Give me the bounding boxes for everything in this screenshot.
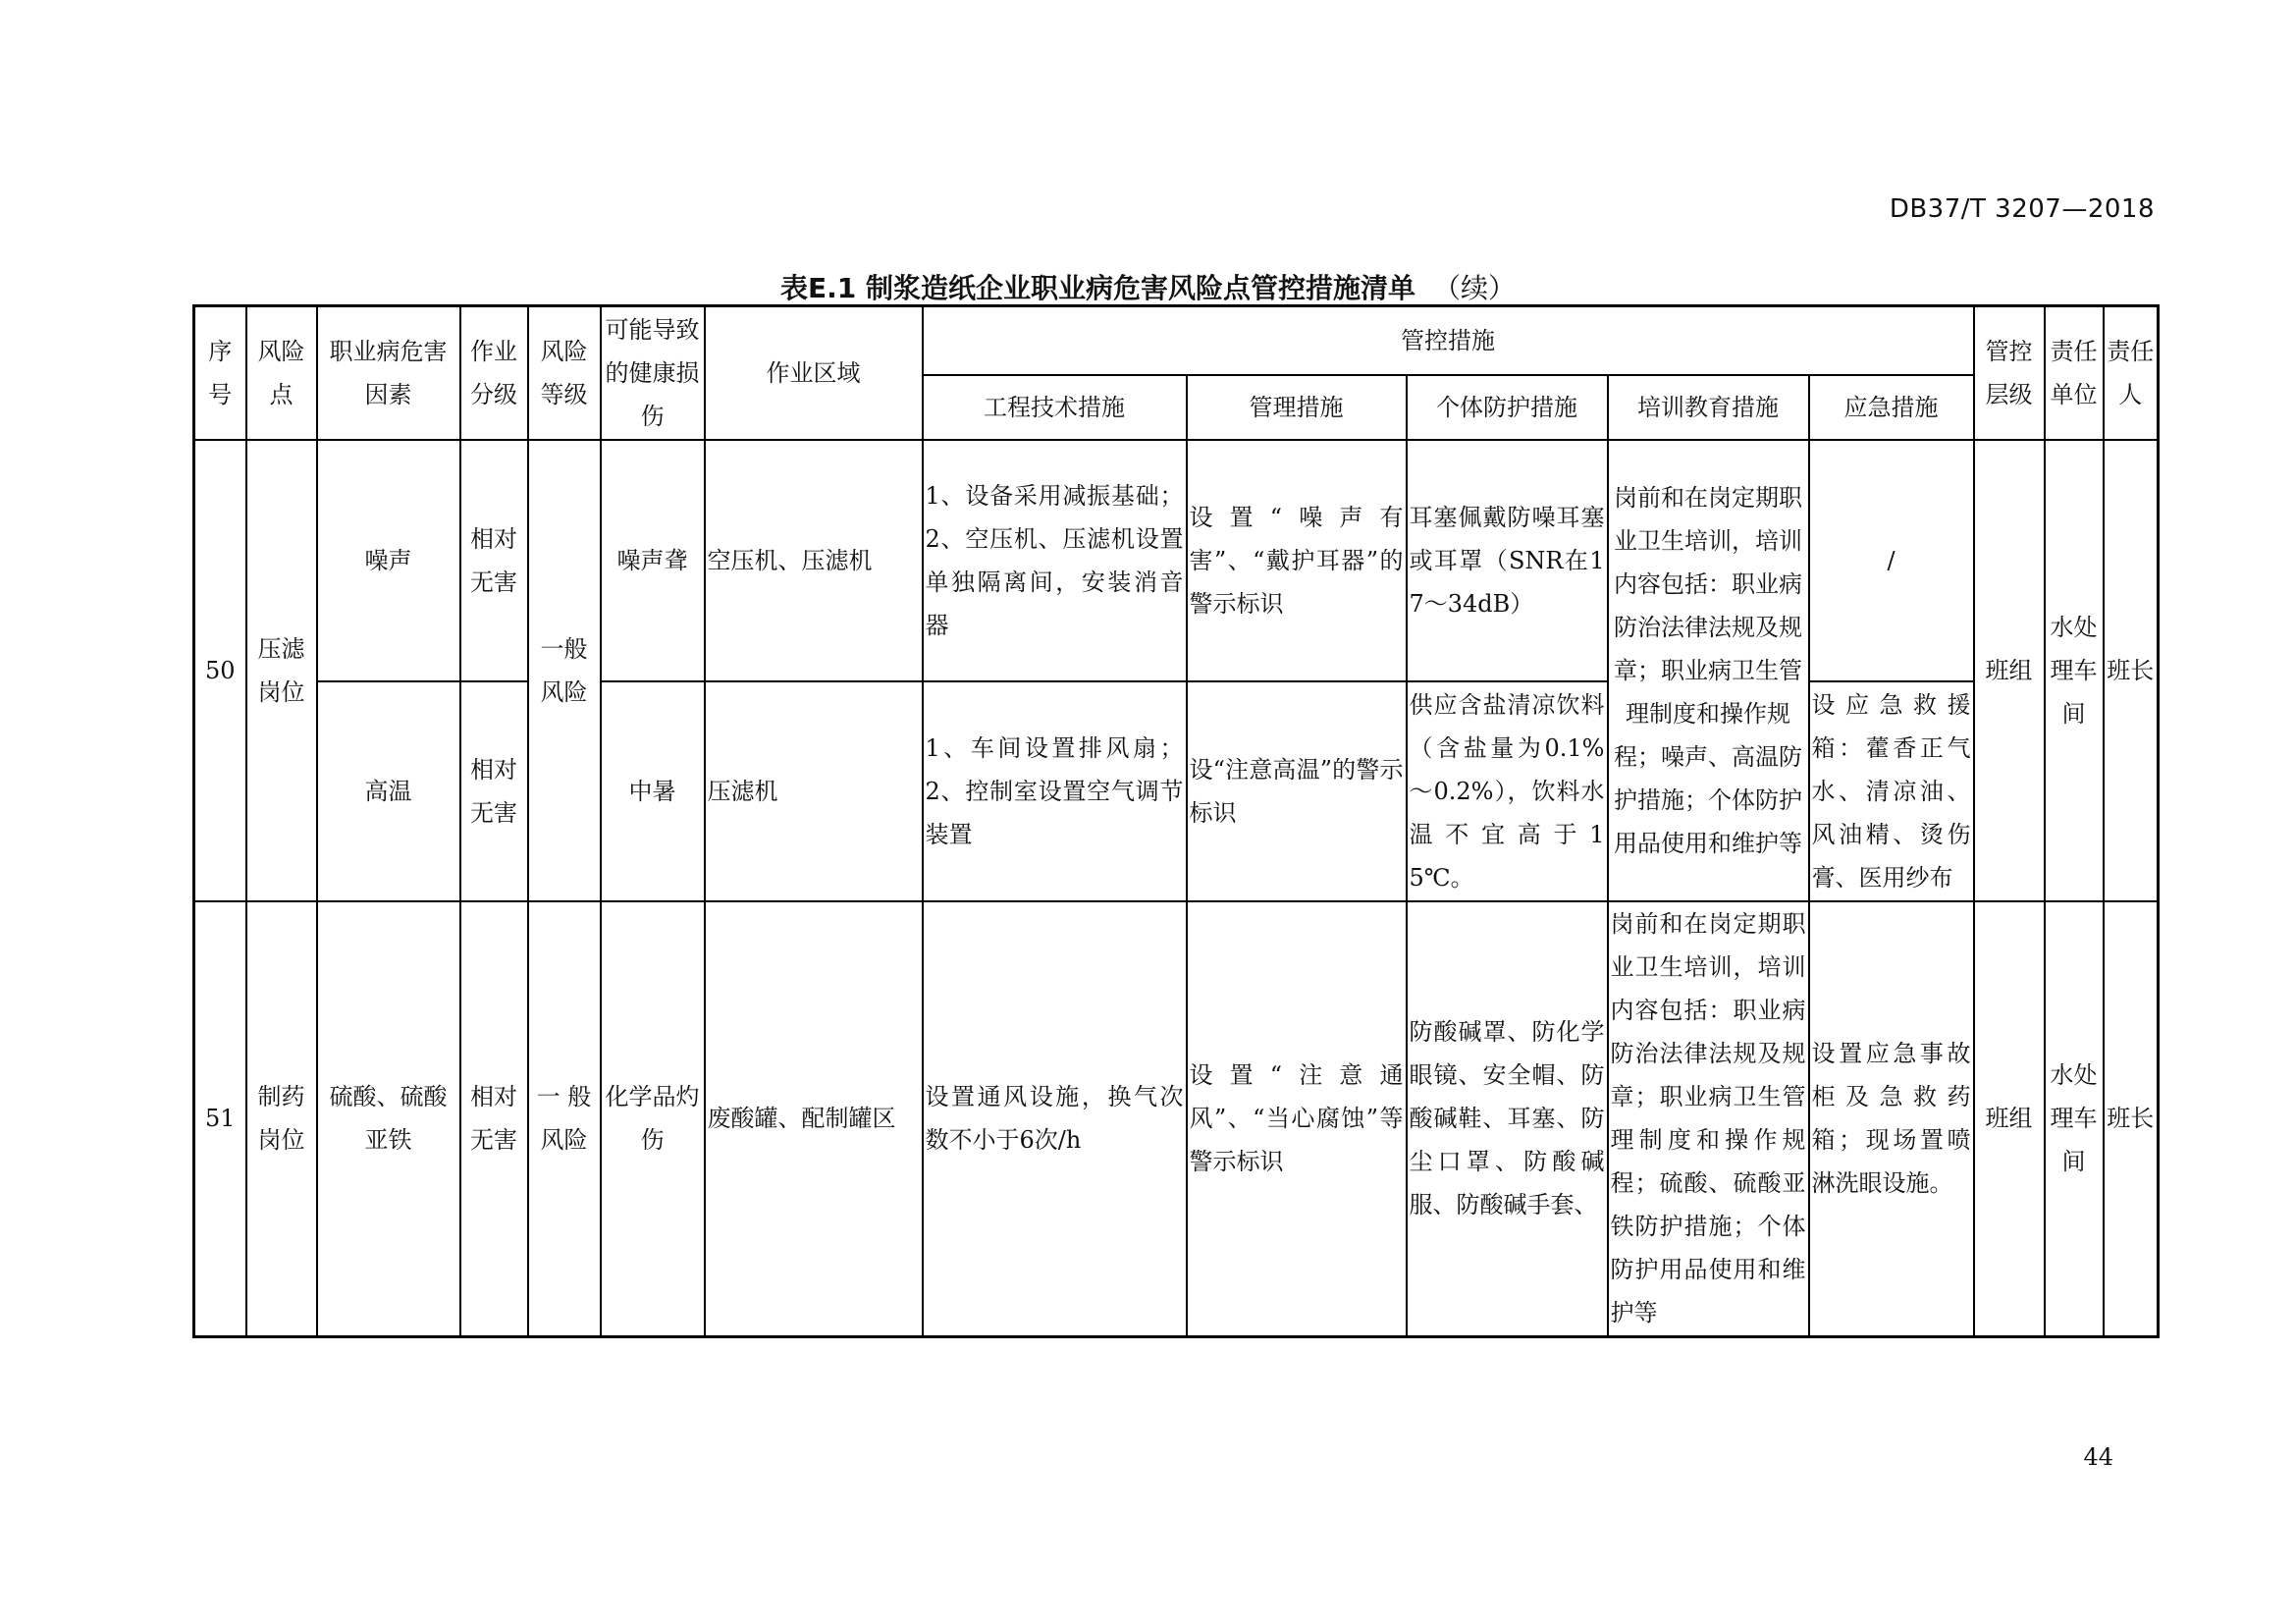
page-number: 44	[2083, 1443, 2113, 1471]
header-engineering: 工程技术措施	[923, 375, 1187, 440]
header-risk-point: 风险点	[246, 306, 317, 440]
row50-noise-engineering: 1、设备采用减振基础；2、空压机、压滤机设置单独隔离间，安装消音器	[923, 440, 1187, 681]
row51-responsible-person: 班长	[2104, 901, 2159, 1337]
header-possible-damage: 可能导致的健康损伤	[601, 306, 705, 440]
row50-training: 岗前和在岗定期职业卫生培训，培训内容包括：职业病防治法律法规及规章；职业病卫生管理制度和操作规程；噪声、高温防护措施；个体防护用品使用和维护等	[1608, 440, 1809, 901]
row51-seq: 51	[194, 901, 246, 1337]
header-hazard-factor: 职业病危害因素	[317, 306, 460, 440]
row51-training: 岗前和在岗定期职业卫生培训，培训内容包括：职业病防治法律法规及规章；职业病卫生管理制度和操作规程；硫酸、硫酸亚铁防护措施；个体防护用品使用和维护等	[1608, 901, 1809, 1337]
row50-noise-hazard-factor: 噪声	[317, 440, 460, 681]
row51-possible-damage: 化学品灼伤	[601, 901, 705, 1337]
table-row	[194, 901, 2159, 1337]
row50-noise-work-area: 空压机、压滤机	[705, 440, 923, 681]
header-work-area: 作业区域	[705, 306, 923, 440]
header-responsible-unit: 责任单位	[2045, 306, 2104, 440]
row50-seq: 50	[194, 440, 246, 901]
header-risk-level: 风险等级	[528, 306, 601, 440]
row50-risk-point: 压滤岗位	[246, 440, 317, 901]
header-control-measures: 管控措施	[923, 306, 1974, 375]
risk-control-table	[192, 304, 2160, 1338]
row51-risk-point: 制药岗位	[246, 901, 317, 1337]
table-row	[194, 440, 2159, 681]
row50-heat-possible-damage: 中暑	[601, 681, 705, 901]
row51-engineering: 设置通风设施，换气次数不小于6次/h	[923, 901, 1187, 1337]
header-work-class: 作业分级	[460, 306, 528, 440]
row50-heat-work-area: 压滤机	[705, 681, 923, 901]
row51-personal-protection: 防酸碱罩、防化学眼镜、安全帽、防酸碱鞋、耳塞、防尘口罩、防酸碱服、防酸碱手套、	[1407, 901, 1608, 1337]
row51-work-area: 废酸罐、配制罐区	[705, 901, 923, 1337]
row50-heat-emergency: 设应急救援箱：藿香正气水、清凉油、风油精、烫伤膏、医用纱布	[1809, 681, 1974, 901]
header-management: 管理措施	[1187, 375, 1407, 440]
table-title-text: 表E.1 制浆造纸企业职业病危害风险点管控措施清单	[779, 272, 1415, 304]
header-responsible-person: 责任人	[2104, 306, 2159, 440]
row50-responsible-person: 班长	[2104, 440, 2159, 901]
row50-noise-emergency: /	[1809, 440, 1974, 681]
row50-control-level: 班组	[1974, 440, 2045, 901]
row51-management: 设置“注意通风”、“当心腐蚀”等警示标识	[1187, 901, 1407, 1337]
row50-noise-work-class: 相对无害	[460, 440, 528, 681]
row51-risk-level: 一 般风险	[528, 901, 601, 1337]
row50-noise-management: 设置“噪声有害”、“戴护耳器”的警示标识	[1187, 440, 1407, 681]
header-emergency: 应急措施	[1809, 375, 1974, 440]
header-control-level: 管控层级	[1974, 306, 2045, 440]
header-seq: 序号	[194, 306, 246, 440]
row50-heat-work-class: 相对无害	[460, 681, 528, 901]
row50-noise-possible-damage: 噪声聋	[601, 440, 705, 681]
table-title	[0, 267, 2296, 306]
header-training: 培训教育措施	[1608, 375, 1809, 440]
row50-responsible-unit: 水处理车间	[2045, 440, 2104, 901]
table-title-continued: （续）	[1432, 272, 1516, 304]
header-personal-protection: 个体防护措施	[1407, 375, 1608, 440]
row51-work-class: 相对无害	[460, 901, 528, 1337]
row51-emergency: 设置应急事故柜及急救药箱；现场置喷淋洗眼设施。	[1809, 901, 1974, 1337]
row50-risk-level: 一般风险	[528, 440, 601, 901]
row51-control-level: 班组	[1974, 901, 2045, 1337]
row50-heat-engineering: 1、车间设置排风扇；2、控制室设置空气调节装置	[923, 681, 1187, 901]
table-row	[194, 681, 2159, 901]
row51-responsible-unit: 水处理车间	[2045, 901, 2104, 1337]
row50-heat-management: 设“注意高温”的警示标识	[1187, 681, 1407, 901]
standard-code: DB37/T 3207—2018	[1889, 194, 2155, 224]
row50-noise-personal-protection: 耳塞佩戴防噪耳塞或耳罩（SNR在17～34dB）	[1407, 440, 1608, 681]
row50-heat-personal-protection: 供应含盐清凉饮料（含盐量为0.1%～0.2%），饮料水温不宜高于15℃。	[1407, 681, 1608, 901]
row50-heat-hazard-factor: 高温	[317, 681, 460, 901]
row51-hazard-factor: 硫酸、硫酸亚铁	[317, 901, 460, 1337]
